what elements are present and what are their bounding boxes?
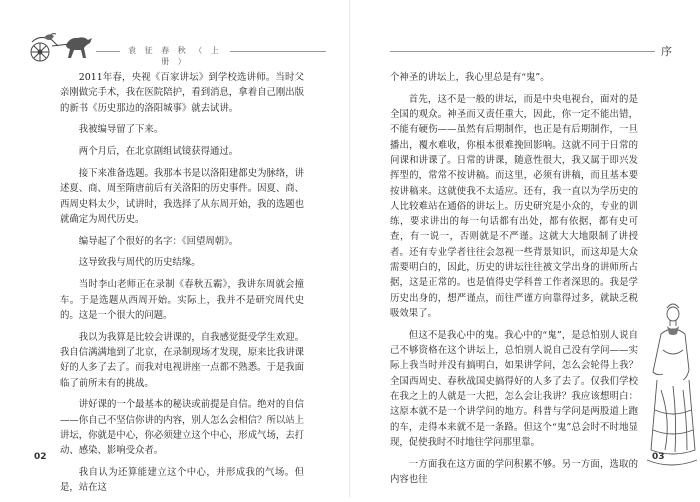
body-text bbox=[390, 70, 638, 494]
paragraph: 当时李山老师正在录制《春秋五霸》，我讲东周就会撞车。于是选题从西周开始。实际上，我并不是研究周代史的。这是一个很大的问题。 bbox=[60, 279, 304, 321]
paragraph: 但这不是我心中的鬼。我心中的“鬼”，是总怕别人说自己不够资格在这个讲坛上，总怕别人说自己没有学问——实际上我当时并没有搞明白，如果讲学问，怎么会轮得上我？全国西周史、春秋战国史搞得好的人多了去了。仅我们学校在我之上的人就是一大把，怎么会让我讲？我应该想明白：这原本就不是一个讲学问的地方。科普与学问是两股道上跑的车，走得本来就不是一条路。但这个“鬼”总会时不时地显现，促使我时不时地往学问那里靠。 bbox=[390, 329, 638, 448]
paragraph: 2011年春，央视《百家讲坛》到学校选讲师。当时父亲刚做完手术，我在医院陪护，看到消息，拿着自己刚出版的新书《历史那边的洛阳城事》就去试讲。 bbox=[60, 72, 304, 114]
paragraph: 我以为我算是比较会讲课的，自我感觉挺受学生欢迎。我自信满满地到了北京，在录制现场才发现，原来比我讲课好的人多了去了。而我对电视讲座一点都不熟悉。于是我面临了前所未有的挑战。 bbox=[60, 331, 304, 389]
paragraph: 这导致我与周代的历史结缘。 bbox=[78, 257, 201, 269]
header-rule bbox=[390, 51, 658, 52]
paragraph: 一方面我在这方面的学问积累不够。另一方面，选取的内容也往 bbox=[390, 458, 638, 485]
paragraph: 我被编导留了下来。 bbox=[78, 124, 164, 136]
body-text bbox=[60, 70, 304, 502]
right-page bbox=[350, 0, 700, 497]
page-number: 03 bbox=[652, 452, 665, 462]
paragraph: 首先，这不是一般的讲坛，而是中央电视台，面对的是全国的观众。神圣而又责任重大，因此，你一定不能出错，不能有硬伤——虽然有后期制作，也正是有后期制作，一旦播出，覆水难收，你根本很难挽回影响。这就不同于日常的问课和讲课了。日常的讲课，随意性很大，我又属于即兴发挥型的，常常不按讲稿。而这里，必须有讲稿，而且基本要按讲稿来。这就使我不太适应。还有，我一直以为学历史的人比较难站在通俗的讲坛上。历史研究是小众的，专业的训练，要求讲出的每一句话都有出处，都有依据，都有史可查，有一说一，否则就是不严谨。这就大大地限制了讲授者。还有专业学者往往会忽视一些背景知识，而这却是大众需要明白的，因此，历史的讲坛往往被文学出身的讲师所占据，这是正常的。也是值得史学科普工作者深思的。我是学历史出身的，想严谨点，而往严谨方向靠得过多，就缺乏税吸效果了。 bbox=[390, 93, 638, 319]
paragraph: 编导起了个很好的名字：《回望周朝》。 bbox=[78, 235, 239, 247]
page-number: 02 bbox=[34, 452, 47, 462]
chariot-illustration-icon bbox=[24, 28, 96, 64]
paragraph: 接下来准备选题。我那本书是以洛阳建都史为脉络，讲述夏、商、周至隋唐前后有关洛阳的历史事件。因夏、商、西周史料太少，试讲时，我选择了从东周开始，我的选题也就确定为周代历史。 bbox=[60, 167, 304, 225]
paragraph: 我自认为还算能建立这个中心，并形成我的气场。但是，站在这 bbox=[60, 467, 304, 494]
paragraph: 个神圣的讲坛上，我心里总是有“鬼”。 bbox=[390, 72, 550, 83]
book-title: 袁 征 春 秋 （ 上 册 ） bbox=[120, 45, 230, 67]
paragraph: 讲好课的一个最基本的秘诀或前提是自信。绝对的自信——你自己不坚信你讲的内容，别人怎么会相信？所以站上讲坛，你就是中心，你必须建立这个中心，形成气场，去打动、感染、影响受众者。 bbox=[60, 399, 304, 457]
section-title: 序 bbox=[655, 43, 672, 59]
paragraph: 两个月后，在北京剧组试镜获得通过。 bbox=[78, 146, 239, 158]
sage-figure-illustration-icon bbox=[643, 300, 699, 470]
left-page bbox=[0, 0, 350, 497]
